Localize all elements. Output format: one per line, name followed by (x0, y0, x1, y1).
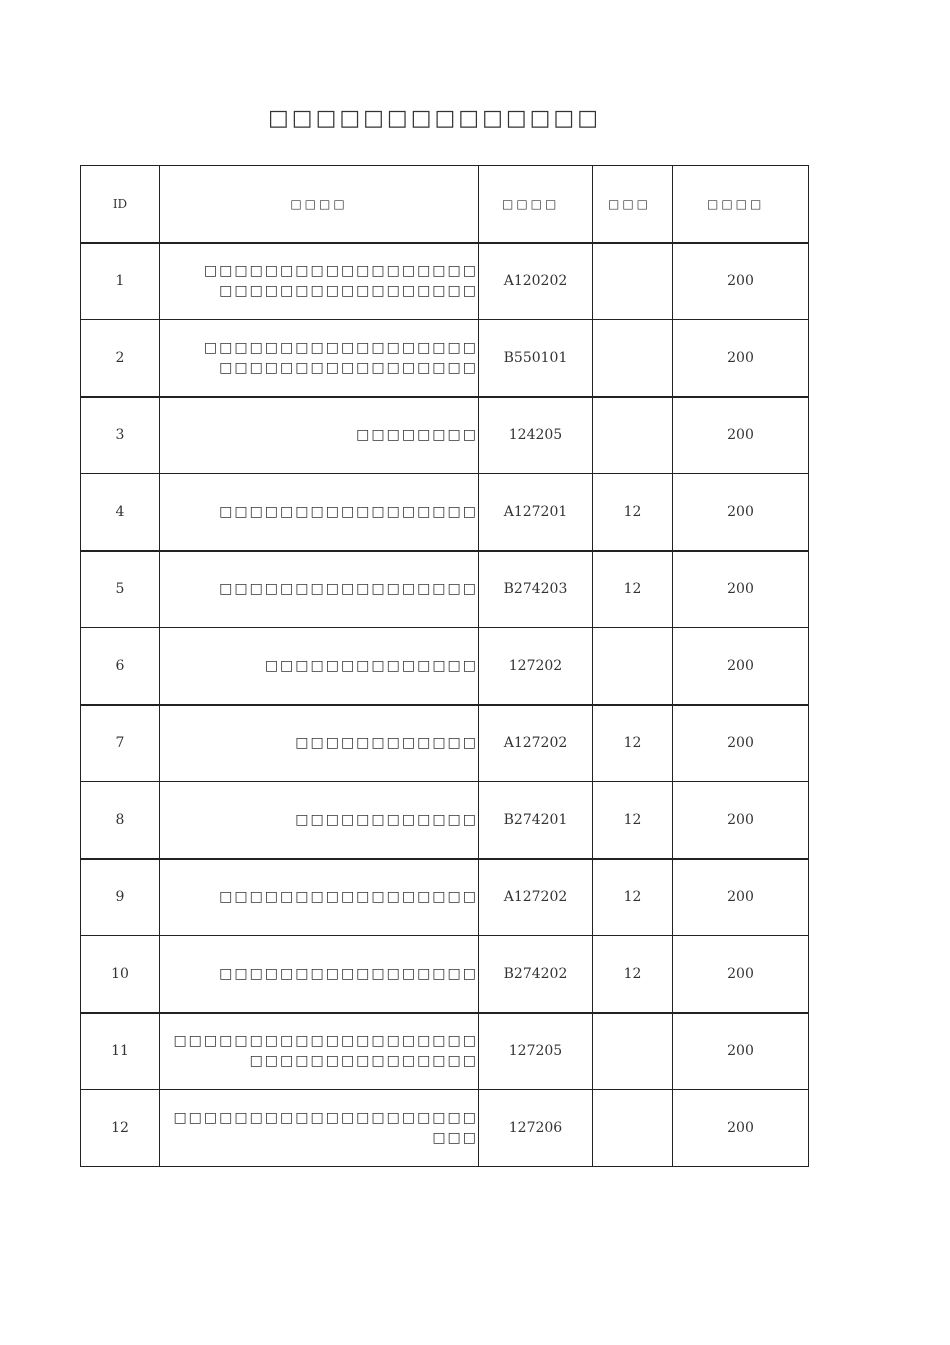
cell-name (160, 1013, 479, 1090)
cell-id: 7 (81, 705, 160, 782)
cell-id: 4 (81, 474, 160, 551)
cell-qty: 12 (593, 936, 673, 1013)
cell-id: 9 (81, 859, 160, 936)
cell-name-line: □□□□□□□□□□□□□□□□□□□□ (173, 1033, 478, 1050)
cell-amount: 200 (673, 1090, 809, 1167)
cell-code: B274203 (479, 551, 593, 628)
header-amount: □□□□ (673, 166, 809, 243)
data-table (80, 165, 809, 1167)
cell-code: 124205 (479, 397, 593, 474)
cell-name: □□□□□□□□□□□□ (160, 782, 479, 859)
cell-qty: 12 (593, 782, 673, 859)
cell-name-line: □□□□□□□□□□□□□□□□□□□□ (173, 1110, 478, 1126)
cell-qty (593, 1090, 673, 1167)
header-qty: □□□ (593, 166, 673, 243)
cell-id: 2 (81, 320, 160, 397)
cell-amount: 200 (673, 705, 809, 782)
cell-code: B274201 (479, 782, 593, 859)
cell-name-line: □□□□□□□□□□□□□□□□□ (219, 359, 478, 376)
cell-id: 8 (81, 782, 160, 859)
cell-name-line: □□□□□□□□□□□□□□□□□ (219, 283, 478, 300)
cell-amount: 200 (673, 936, 809, 1013)
cell-code: B550101 (479, 320, 593, 397)
page-title: □□□□□□□□□□□□□□ (268, 106, 602, 131)
cell-name-line: □□□□□□□□□□□□□□□□□□ (203, 263, 478, 280)
header-id: ID (81, 166, 160, 243)
cell-name (160, 243, 479, 320)
cell-name: □□□□□□□□□□□□□□ (160, 628, 479, 705)
table-row (81, 1090, 809, 1167)
cell-amount: 200 (673, 782, 809, 859)
cell-name-line: □□□□□□□□□□□□□□□□□□ (203, 339, 478, 356)
cell-name: □□□□□□□□□□□□□□□□□ (160, 859, 479, 936)
cell-qty: 12 (593, 859, 673, 936)
cell-id: 11 (81, 1013, 160, 1090)
cell-name: □□□□□□□□□□□□□□□□□ (160, 936, 479, 1013)
cell-code: 127206 (479, 1090, 593, 1167)
cell-amount: 200 (673, 551, 809, 628)
cell-id: 10 (81, 936, 160, 1013)
cell-amount: 200 (673, 397, 809, 474)
table-row (81, 859, 809, 936)
cell-code: 127205 (479, 1013, 593, 1090)
cell-id: 3 (81, 397, 160, 474)
cell-qty: 12 (593, 551, 673, 628)
cell-name: □□□□□□□□ (160, 397, 479, 474)
cell-qty (593, 243, 673, 320)
cell-id: 6 (81, 628, 160, 705)
cell-qty: 12 (593, 474, 673, 551)
table-row (81, 243, 809, 320)
cell-amount: 200 (673, 628, 809, 705)
table-row (81, 936, 809, 1013)
cell-amount: 200 (673, 859, 809, 936)
header-code: □□□□ (479, 166, 593, 243)
cell-code: 127202 (479, 628, 593, 705)
table-row (81, 551, 809, 628)
table-row (81, 397, 809, 474)
cell-code: A127202 (479, 705, 593, 782)
cell-name-line: □□□ (432, 1130, 478, 1146)
cell-name: □□□□□□□□□□□□□□□□□ (160, 551, 479, 628)
table-row (81, 628, 809, 705)
cell-code: B274202 (479, 936, 593, 1013)
cell-qty (593, 1013, 673, 1090)
table-header-row (81, 166, 809, 243)
table-row (81, 474, 809, 551)
table-row (81, 782, 809, 859)
cell-name: □□□□□□□□□□□□□□□□□ (160, 474, 479, 551)
cell-id: 5 (81, 551, 160, 628)
cell-amount: 200 (673, 243, 809, 320)
cell-code: A127201 (479, 474, 593, 551)
table-row (81, 1013, 809, 1090)
cell-amount: 200 (673, 1013, 809, 1090)
cell-qty (593, 397, 673, 474)
header-name: □□□□ (160, 166, 479, 243)
cell-id: 12 (81, 1090, 160, 1167)
cell-name-line: □□□□□□□□□□□□□□□ (249, 1053, 478, 1070)
cell-qty: 12 (593, 705, 673, 782)
cell-amount: 200 (673, 474, 809, 551)
cell-qty (593, 320, 673, 397)
cell-qty (593, 628, 673, 705)
cell-name (160, 1090, 479, 1167)
cell-id: 1 (81, 243, 160, 320)
table-row (81, 705, 809, 782)
table-row (81, 320, 809, 397)
cell-name: □□□□□□□□□□□□ (160, 705, 479, 782)
cell-name (160, 320, 479, 397)
cell-code: A127202 (479, 859, 593, 936)
cell-code: A120202 (479, 243, 593, 320)
cell-amount: 200 (673, 320, 809, 397)
